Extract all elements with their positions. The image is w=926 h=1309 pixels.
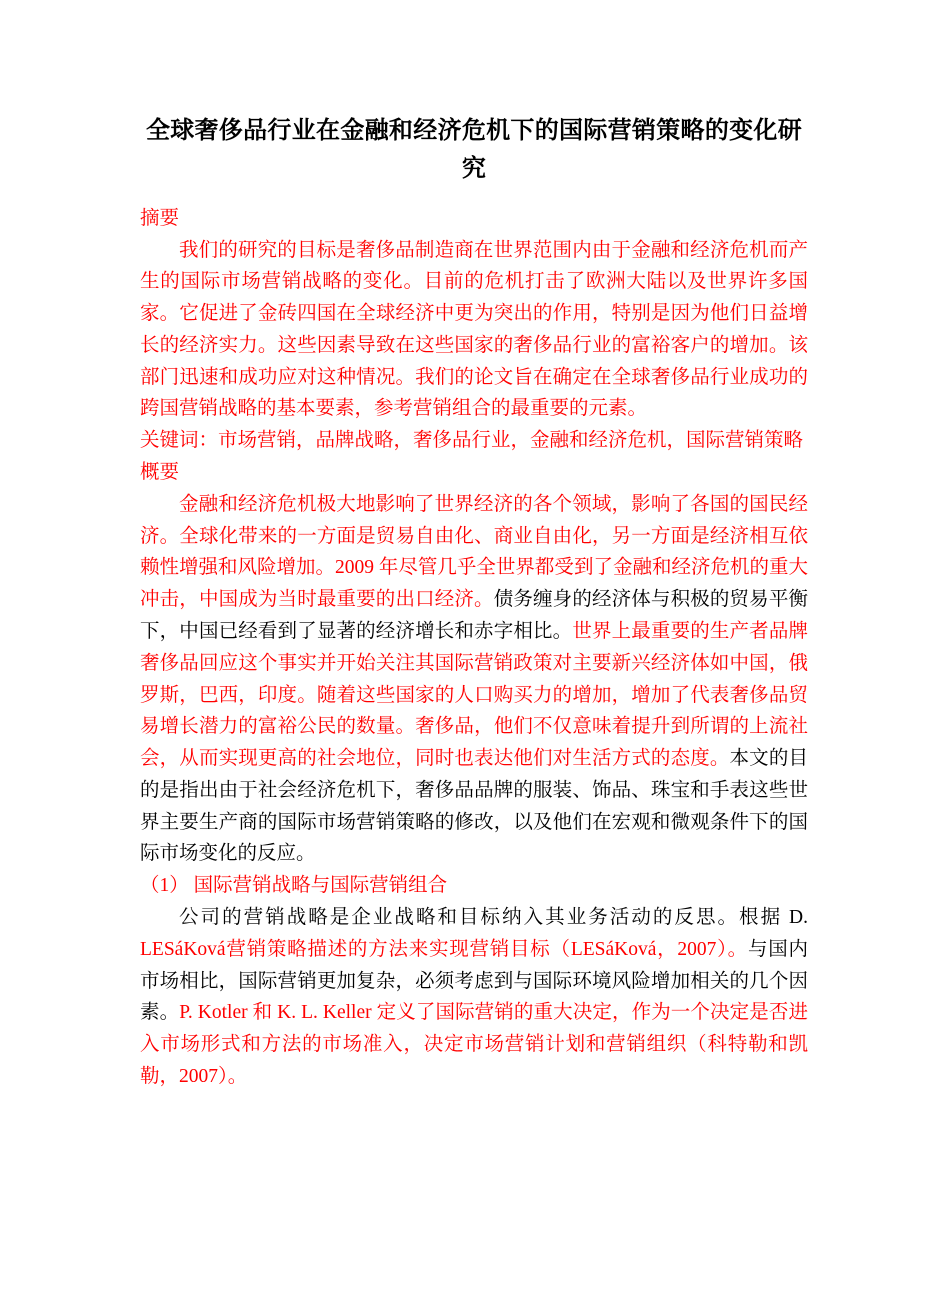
- overview-label: 概要: [140, 462, 180, 484]
- abstract-label: 摘要: [140, 207, 180, 229]
- section-1-paragraph: [140, 902, 808, 1093]
- keywords-line: 关键词：市场营销，品牌战略，奢侈品行业，金融和经济危机，国际营销策略: [140, 430, 804, 452]
- overview-run-red-1: 2009 年尽管几乎全世界都受到了金融和经济危机的重大冲击，中国成为当时最重要的出口经济。: [140, 557, 808, 611]
- overview-run-black-1: 债务缠身的经济体与积极的贸易平衡下，中国已经看到了显著的经济增长和赤字相比。: [140, 589, 808, 642]
- section-1-heading: （1） 国际营销战略与国际营销组合: [140, 875, 448, 897]
- overview-run-red-2: 世界上最重要的生产者品牌奢侈品回应这个事实并开始关注其国际营销政策对主要新兴经济体如中国，俄罗斯，巴西，印度。随着这些国家的人口购买力的增加，增加了代表奢侈品贸易增长潜力的富裕公民的数量。奢侈品，他们不仅意味着提升到所谓的上流社会，从而实现更高的社会地位，同时也表达他们对生活方式的态度。: [140, 620, 808, 770]
- abstract-paragraph: 我们的研究的目标是奢侈品制造商在世界范围内由于金融和经济危机而产生的国际市场营销战略的变化。目前的危机打击了欧洲大陆以及世界许多国家。它促进了金砖四国在全球经济中更为突出的作用，特别是因为他们日益增长的经济实力。这些因素导致在这些国家的奢侈品行业的富裕客户的增加。该部门迅速和成功应对这种情况。我们的论文旨在确定在全球奢侈品行业成功的跨国营销战略的基本要素，参考营销组合的最重要的元素。: [140, 239, 808, 420]
- page-title: 全球奢侈品行业在金融和经济危机下的国际营销策略的变化研究: [145, 117, 803, 183]
- section-1-run-red-2: P. Kotler 和 K. L. Keller 定义了国际营销的重大决定，作为一个决定是否进入市场形式和方法的市场准入，决定市场营销计划和营销组织（科特勒和凯勒，2007）。: [140, 1002, 808, 1087]
- overview-run-black-2: 本文的目的是指出由于社会经济危机下，奢侈品品牌的服装、饰品、珠宝和手表这些世界主要生产商的国际市场营销策略的修改，以及他们在宏观和微观条件下的国际市场变化的反应。: [140, 748, 808, 865]
- section-1-run-black-1: 公司的营销战略是企业战略和目标纳入其业务活动的反思。根据 D.: [179, 906, 808, 928]
- section-1-run-black-2: 与国内市场相比，国际营销更加复杂，必须考虑到与国际环境风险增加相关的几个因素。: [140, 938, 808, 1024]
- overview-run-red-0: 金融和经济危机极大地影响了世界经济的各个领域，影响了各国的国民经济。全球化带来的一方面是贸易自由化、商业自由化，另一方面是经济相互依赖性增强和风险增加。: [140, 493, 808, 579]
- section-1-run-red-1: LESáKová营销策略描述的方法来实现营销目标（LESáKová，2007）。: [140, 938, 748, 960]
- overview-paragraph: [140, 489, 808, 870]
